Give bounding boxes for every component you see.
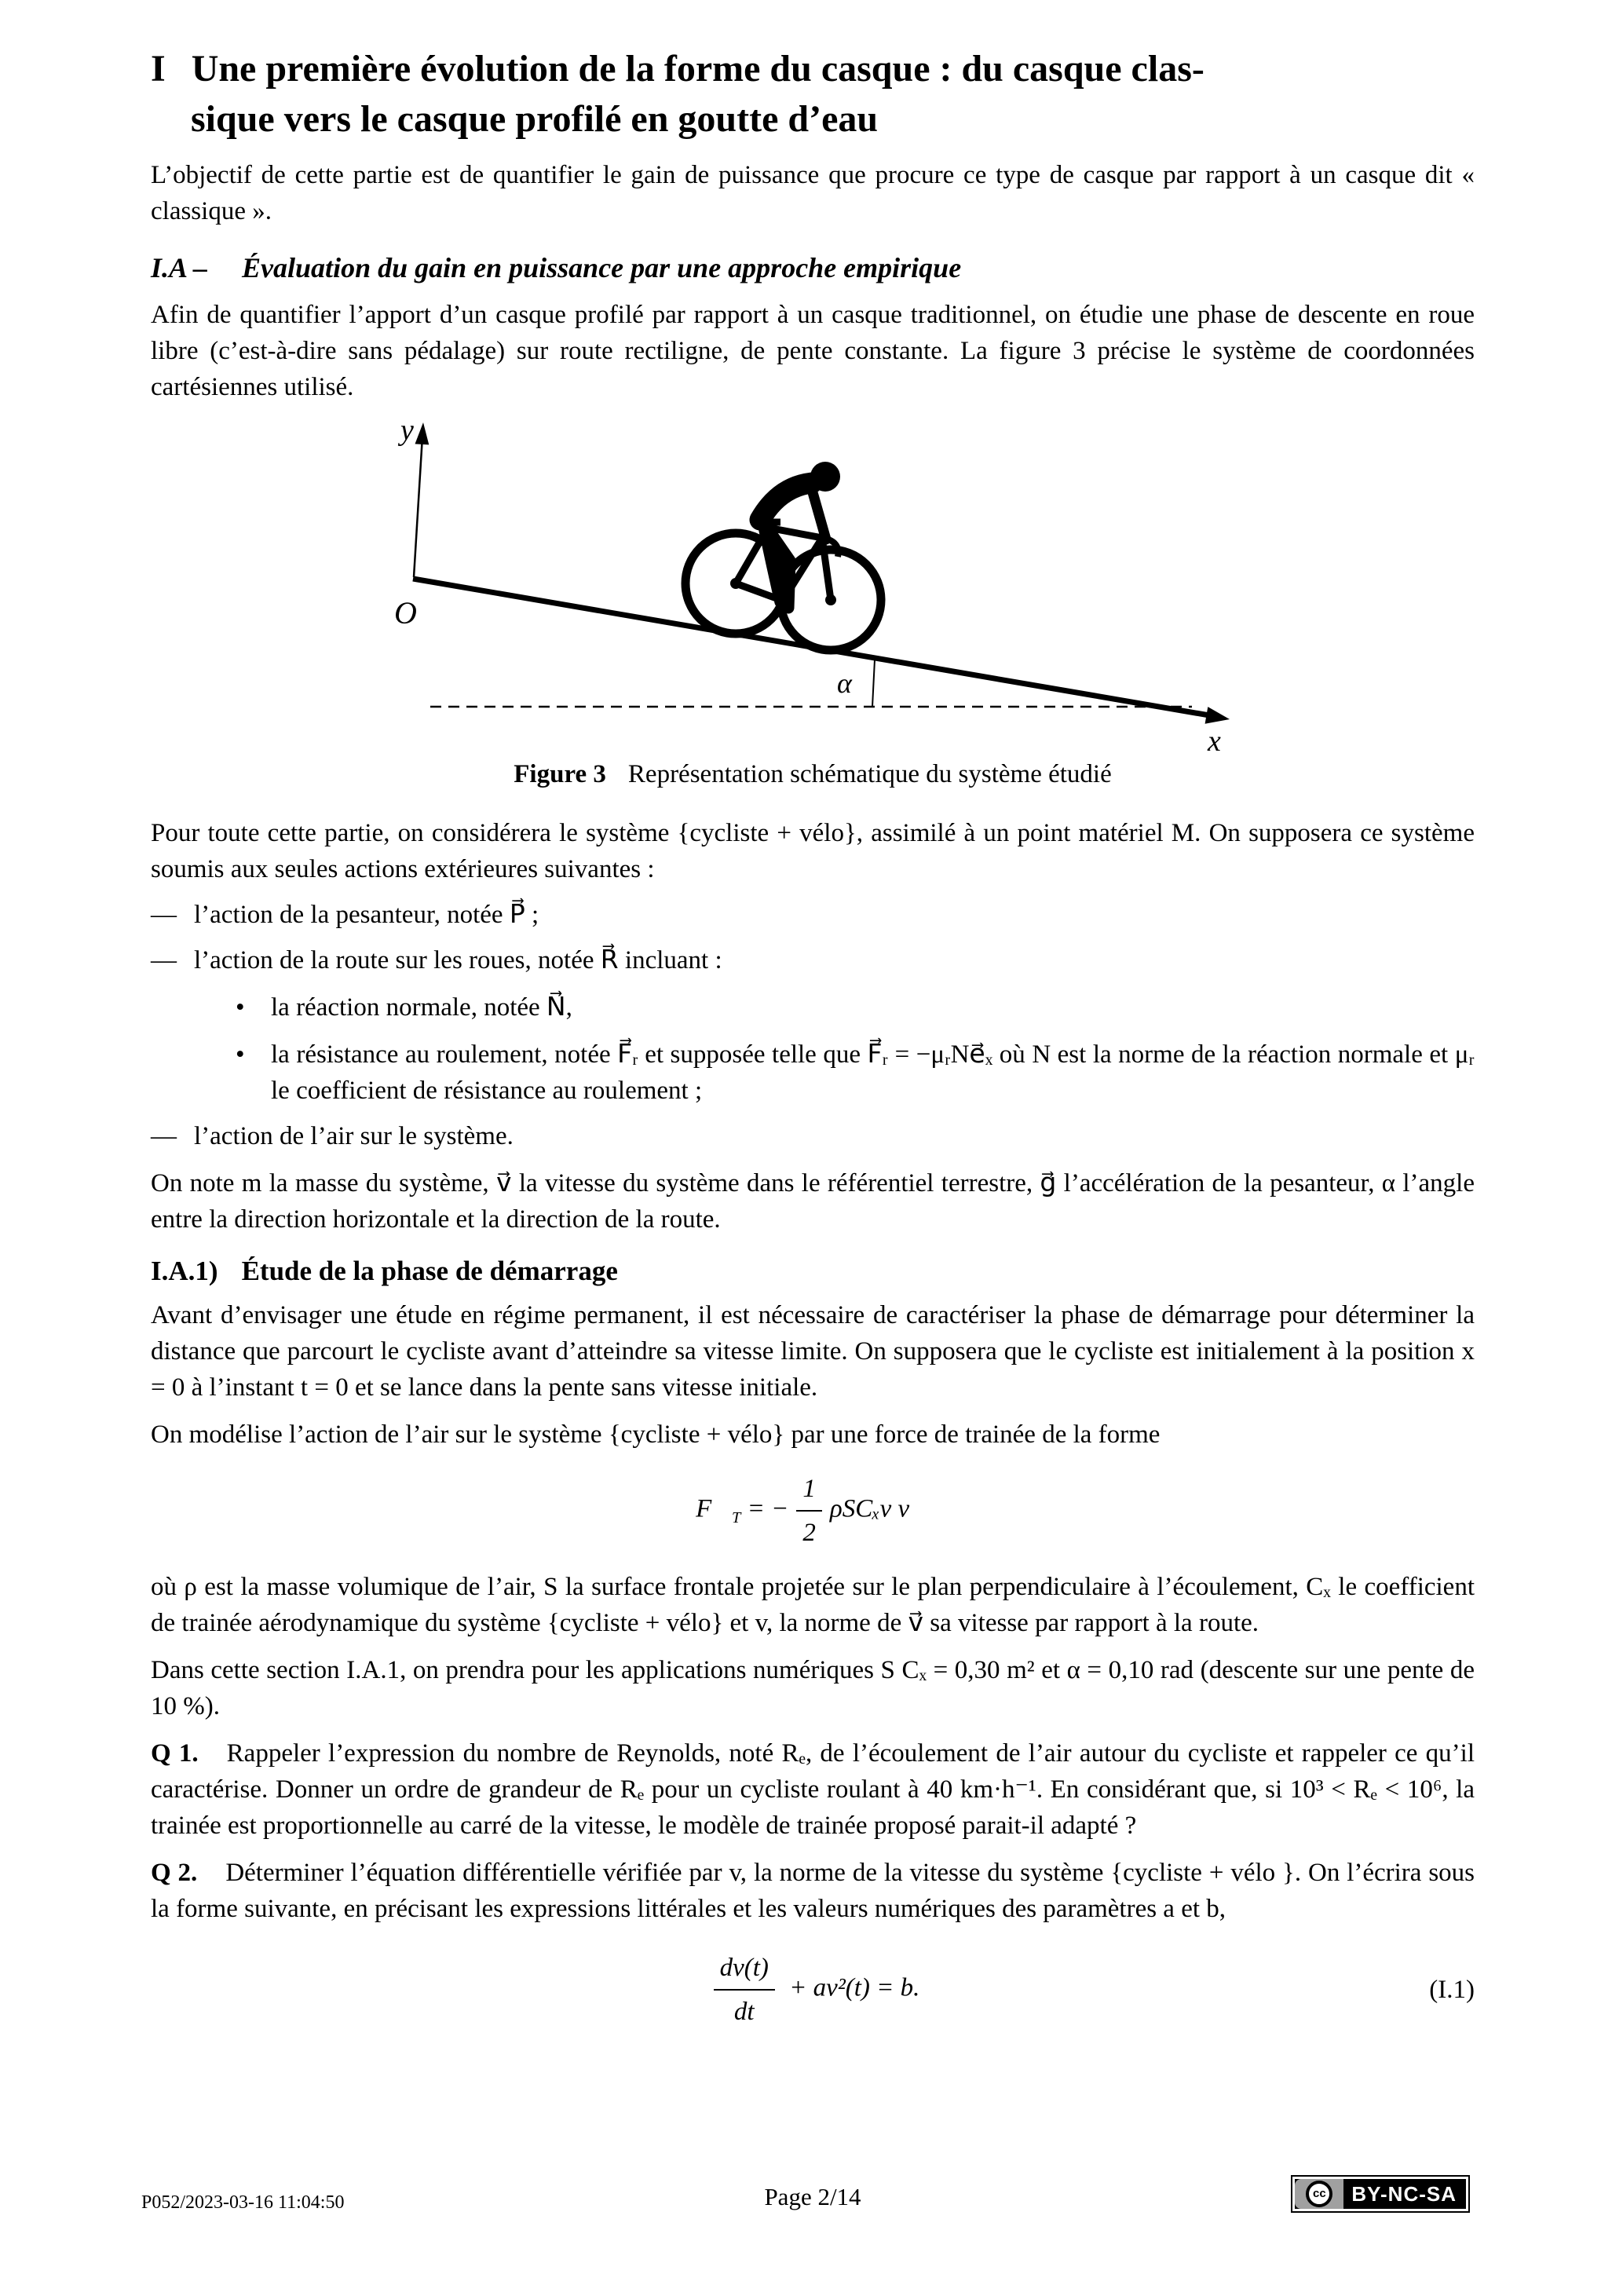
section-ia-number: I.A –: [151, 252, 208, 283]
page-number: Page 2/14: [764, 2183, 861, 2210]
cc-icon: cc: [1306, 2181, 1332, 2207]
page-footer: [141, 2170, 1475, 2217]
y-axis-arrow-icon: [415, 422, 430, 444]
question-2-text: Déterminer l’équation différentielle vérifiée par v, la norme de la vitesse du système {cycliste + vélo }. On l’écrira sous la forme suivante, en précisant les expressions littérales et les valeurs numériques des paramètres a et b,: [151, 1859, 1475, 1923]
section-ia-paragraph: Afin de quantifier l’apport d’un casque profilé par rapport à un casque traditionnel, on étudie une phase de descente en roue libre (c’est-à-dire sans pédalage) sur route rectiligne, de pente constante. La figure 3 précise le système de coordonnées cartésiennes utilisé.: [151, 301, 1475, 401]
list-item-road: [151, 942, 1475, 978]
dash-marker: —: [151, 1122, 177, 1150]
cc-icon-panel: [1295, 2179, 1343, 2209]
document-id: P052/2023-03-16 11:04:50: [141, 2192, 345, 2213]
dash-marker: —: [151, 901, 177, 929]
x-axis-label: x: [1208, 725, 1221, 755]
sub-item-normal-reaction: [236, 989, 1475, 1026]
drag-eq-denominator: 2: [802, 1519, 816, 1547]
list-item-air-text: l’action de l’air sur le système.: [194, 1122, 514, 1150]
question-2: [151, 1855, 1475, 1927]
ode-numerator: dv(t): [714, 1951, 775, 1991]
list-item-air: [151, 1118, 1475, 1154]
sub-item-rolling-resistance: [236, 1036, 1475, 1109]
section-ia-title: Évaluation du gain en puissance par une approche empirique: [242, 252, 962, 283]
sub-item-normal-reaction-text: la réaction normale, notée N⃗,: [271, 993, 572, 1022]
drag-eq-relation: = −: [740, 1494, 789, 1523]
section-ia1-title: Étude de la phase de démarrage: [241, 1256, 618, 1286]
list-item-gravity: [151, 897, 1475, 933]
drag-eq-rhs: ρSCₓv v⃗: [829, 1494, 930, 1523]
section-ia1-heading: [151, 1253, 1475, 1289]
part-title-line1: [151, 44, 1475, 94]
y-axis-label: y: [400, 414, 414, 447]
drag-eq-fraction: [796, 1472, 822, 1550]
figure-3-caption-text: Représentation schématique du système étudié: [627, 760, 1112, 788]
ode-equation: [151, 1951, 1475, 2029]
angle-tick-line: [872, 660, 875, 707]
sub-item-rolling-resistance-text: la résistance au roulement, notée F⃗ᵣ et supposée telle que F⃗ᵣ = −μᵣNe⃗ₓ où N est la norme de la réaction normale et μᵣ le coefficient de résistance au roulement ;: [271, 1040, 1475, 1105]
ode-fraction: [714, 1951, 775, 2029]
y-axis: [414, 441, 422, 577]
figure-3: [151, 410, 1475, 792]
ode-denominator: dt: [733, 1998, 755, 2026]
part-title: [151, 44, 1475, 144]
question-1: [151, 1735, 1475, 1844]
cc-license-badge: [1291, 2175, 1470, 2213]
cyclist-silhouette: [685, 462, 881, 650]
section-ia1-number: I.A.1): [151, 1256, 218, 1286]
figure-3-caption-label: Figure 3: [514, 760, 606, 788]
equation-tag: (I.1): [1429, 1976, 1475, 2004]
drag-eq-lhs-subscript: T: [731, 1509, 741, 1527]
ia1-paragraph-4: Dans cette section I.A.1, on prendra pour les applications numériques S Cₓ = 0,30 m² et α = 0,10 rad (descente sur une pente de 10 %).: [151, 1656, 1475, 1720]
question-1-text: Rappeler l’expression du nombre de Reynolds, noté Rₑ, de l’écoulement de l’air autour du cycliste et rappeler ce qu’il caractérise. Donner un ordre de grandeur de Rₑ pour un cycliste roulant à 40 km·h⁻¹. En considérant que, si 10³ < Rₑ < 10⁶, la trainée est proportionnelle au carré de la vitesse, le modèle de trainée proposé parait-il adapté ?: [151, 1739, 1475, 1840]
drag-eq-lhs: F⃗: [696, 1494, 732, 1523]
rider-arm: [811, 487, 826, 539]
ia1-paragraph-3: où ρ est la masse volumique de l’air, S la surface frontale projetée sur le plan perpendiculaire à l’écoulement, Cₓ le coefficient de trainée aérodynamique du système {cycliste + vélo} et v, la norme de v⃗ sa vitesse par rapport à la route.: [151, 1573, 1475, 1637]
figure-3-diagram: [393, 410, 1256, 755]
part-number: I: [151, 48, 166, 90]
list-item-road-text: l’action de la route sur les roues, notée R⃗ incluant :: [194, 946, 722, 974]
dash-marker: —: [151, 946, 177, 974]
rider-torso: [760, 483, 812, 520]
drag-eq-numerator: 1: [796, 1472, 822, 1512]
figure-3-caption: [151, 757, 1475, 792]
bullet-marker: •: [236, 1040, 245, 1069]
sub-list: [236, 989, 1475, 1109]
list-item-gravity-text: l’action de la pesanteur, notée P⃗ ;: [194, 901, 539, 929]
cc-license-text: BY-NC-SA: [1351, 2181, 1457, 2206]
notation-paragraph: On note m la masse du système, v⃗ la vitesse du système dans le référentiel terrestre, g⃗ l’accélération de la pesanteur, α l’angle entre la direction horizontale et la direction de la route.: [151, 1169, 1475, 1234]
part-title-text1: Une première évolution de la forme du casque : du casque clas-: [191, 48, 1204, 90]
ia1-paragraph-1: Avant d’envisager une étude en régime permanent, il est nécessaire de caractériser la phase de démarrage pour déterminer la distance que parcourt le cycliste avant d’atteindre sa vitesse limite. On supposera que le cycliste est initialement à la position x = 0 à l’instant t = 0 et se lance dans la pente sans vitesse initiale.: [151, 1301, 1475, 1402]
drag-force-equation: [151, 1472, 1475, 1550]
system-intro-paragraph: Pour toute cette partie, on considérera le système {cycliste + vélo}, assimilé à un point matériel M. On supposera ce système soumis aux seules actions extérieures suivantes :: [151, 819, 1475, 883]
angle-alpha-label: α: [837, 667, 852, 699]
bullet-marker: •: [236, 993, 245, 1022]
part-title-line2: sique vers le casque profilé en goutte d’eau: [191, 98, 879, 140]
question-2-label: Q 2.: [151, 1859, 198, 1887]
ode-rhs: + av²(t) = b.: [782, 1973, 920, 2002]
origin-label: O: [394, 595, 417, 631]
x-axis-arrow-icon: [1205, 707, 1230, 724]
ia1-paragraph-2: On modélise l’action de l’air sur le système {cycliste + vélo} par une force de trainée de la forme: [151, 1420, 1161, 1449]
section-ia-heading: [151, 250, 1475, 286]
cc-badge-inner: [1295, 2179, 1466, 2209]
intro-paragraph: L’objectif de cette partie est de quantifier le gain de puissance que procure ce type de casque par rapport à un casque dit « classique ».: [151, 161, 1475, 225]
question-1-label: Q 1.: [151, 1739, 199, 1768]
